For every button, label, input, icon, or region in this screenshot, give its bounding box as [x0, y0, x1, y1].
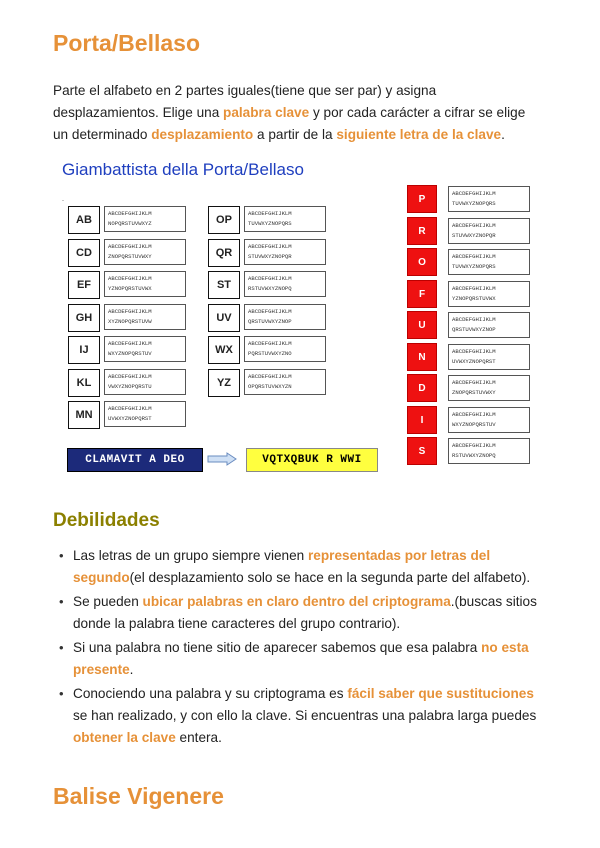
key-alphabet	[448, 375, 530, 401]
pair-alphabet	[104, 271, 186, 297]
key-row	[407, 374, 531, 402]
pair-key-label: CD	[68, 239, 100, 267]
pair-alphabet	[244, 239, 326, 265]
key-letter: S	[407, 437, 437, 465]
intro-highlight-3: siguiente letra de la clave	[336, 126, 502, 142]
key-alphabet	[448, 344, 530, 370]
pair-key-label: OP	[208, 206, 240, 234]
key-alphabet	[448, 218, 530, 244]
alphabet-top-row: ABCDEFGHIJKLM	[452, 316, 496, 323]
figure-title: Giambattista della Porta/Bellaso	[62, 160, 304, 179]
alphabet-top-row: ABCDEFGHIJKLM	[108, 210, 152, 217]
key-letter: R	[407, 217, 437, 245]
key-letter: U	[407, 311, 437, 339]
alphabet-bottom-row: UVWXYZNOPQRST	[108, 415, 152, 422]
alphabet-top-row: ABCDEFGHIJKLM	[248, 210, 292, 217]
key-row	[407, 406, 531, 434]
body-text: Se pueden	[73, 594, 143, 609]
weakness-item	[53, 683, 543, 749]
weakness-item	[53, 591, 543, 635]
intro-text-2: y por cada carácter a cifrar se elige un determinado	[53, 104, 526, 142]
pair-key-label: EF	[68, 271, 100, 299]
alphabet-bottom-row: STUVWXYZNOPQR	[248, 252, 292, 260]
key-row	[407, 185, 531, 213]
pair-key-label: IJ	[68, 336, 100, 364]
key-alphabet	[448, 407, 530, 433]
alphabet-top-row: ABCDEFGHIJKLM	[108, 275, 152, 282]
intro-highlight-2: desplazamiento	[151, 126, 254, 142]
pair-alphabet	[104, 401, 186, 427]
key-alphabet	[448, 312, 530, 338]
key-row	[407, 343, 531, 371]
body-text: Las letras de un grupo siempre vienen	[73, 548, 309, 563]
alphabet-top-row: ABCDEFGHIJKLM	[108, 242, 152, 250]
intro-text-1: Parte el alfabeto en 2 partes iguales(tiene que ser par) y asigna desplazamientos. Elige una	[53, 82, 437, 120]
highlight-text: representadas por letras del segundo	[73, 548, 491, 585]
weakness-item	[53, 545, 543, 589]
pair-key-label: MN	[68, 401, 100, 429]
alphabet-bottom-row: NOPQRSTUVWXYZ	[108, 220, 152, 227]
highlight-text: obtener la clave	[73, 730, 176, 745]
highlight-text: fácil saber que sustituciones	[347, 686, 534, 701]
alphabet-top-row: ABCDEFGHIJKLM	[108, 372, 152, 380]
next-section-heading: Balise Vigenere	[53, 783, 224, 809]
alphabet-top-row: ABCDEFGHIJKLM	[248, 242, 292, 250]
alphabet-bottom-row: WXYZNOPQRSTUV	[108, 350, 152, 357]
key-alphabet	[448, 438, 530, 464]
key-row	[407, 280, 531, 308]
alphabet-top-row: ABCDEFGHIJKLM	[452, 253, 496, 260]
page-title: Porta/Bellaso	[53, 30, 200, 56]
pair-alphabet	[244, 271, 326, 297]
alphabet-top-row: ABCDEFGHIJKLM	[452, 190, 496, 197]
pair-key-label: GH	[68, 304, 100, 332]
intro-paragraph	[53, 80, 543, 146]
alphabet-top-row: ABCDEFGHIJKLM	[108, 340, 152, 347]
key-row	[407, 248, 531, 276]
pair-alphabet	[244, 206, 326, 232]
alphabet-top-row: ABCDEFGHIJKLM	[452, 442, 496, 449]
pair-alphabet	[104, 206, 186, 232]
key-letter: P	[407, 185, 437, 213]
alphabet-top-row: ABCDEFGHIJKLM	[452, 347, 496, 355]
body-text: Conociendo una palabra y su criptograma es	[73, 686, 348, 701]
key-row	[407, 311, 531, 339]
right-arrow-icon	[207, 452, 237, 466]
pair-key-label: AB	[68, 206, 100, 234]
alphabet-top-row: ABCDEFGHIJKLM	[248, 307, 292, 315]
alphabet-top-row: ABCDEFGHIJKLM	[248, 275, 292, 282]
alphabet-bottom-row: OPQRSTUVWXYZN	[248, 382, 292, 390]
key-alphabet	[448, 281, 530, 307]
pair-key-label: YZ	[208, 369, 240, 397]
alphabet-bottom-row: PQRSTUVWXYZNO	[248, 350, 292, 357]
pair-alphabet	[104, 369, 186, 395]
bracket	[62, 200, 64, 201]
alphabet-top-row: ABCDEFGHIJKLM	[248, 340, 292, 347]
alphabet-bottom-row: WXYZNOPQRSTUV	[452, 420, 496, 428]
body-text: entera.	[175, 730, 222, 745]
alphabet-bottom-row: TUVWXYZNOPQRS	[452, 263, 496, 270]
body-text: se han realizado, y con ello la clave. Si encuentras una palabra larga puedes	[73, 708, 537, 723]
pair-alphabet	[244, 336, 326, 362]
intro-text-4: .	[501, 126, 505, 142]
plaintext-box: CLAMAVIT A DEO	[67, 448, 203, 472]
pair-alphabet	[104, 239, 186, 265]
weakness-item	[53, 637, 543, 681]
pair-alphabet	[104, 336, 186, 362]
key-letter: F	[407, 280, 437, 308]
alphabet-bottom-row: YZNOPQRSTUVWX	[452, 294, 496, 302]
alphabet-bottom-row: TUVWXYZNOPQRS	[248, 220, 292, 227]
key-letter: O	[407, 248, 437, 276]
intro-text-3: a partir de la	[253, 126, 337, 142]
alphabet-bottom-row: UVWXYZNOPQRST	[452, 357, 496, 365]
key-letter: I	[407, 406, 437, 434]
pair-key-label: ST	[208, 271, 240, 299]
pair-key-label: KL	[68, 369, 100, 397]
key-letter: N	[407, 343, 437, 371]
body-text: .	[129, 662, 134, 677]
weaknesses-list	[53, 545, 543, 751]
key-row	[407, 437, 531, 465]
alphabet-top-row: ABCDEFGHIJKLM	[452, 221, 496, 229]
alphabet-bottom-row: STUVWXYZNOPQR	[452, 231, 496, 239]
porta-pairs-table	[62, 198, 332, 426]
key-column	[407, 185, 531, 475]
key-alphabet	[448, 249, 530, 275]
highlight-text: no esta presente	[73, 640, 529, 677]
key-letter: D	[407, 374, 437, 402]
body-text: Si una palabra no tiene sitio de aparecer sabemos que esa palabra	[73, 640, 482, 655]
alphabet-top-row: ABCDEFGHIJKLM	[452, 379, 496, 386]
pair-alphabet	[104, 304, 186, 330]
alphabet-bottom-row: XYZNOPQRSTUVW	[108, 317, 152, 325]
pair-key-label: QR	[208, 239, 240, 267]
alphabet-bottom-row: QRSTUVWXYZNOP	[452, 326, 496, 333]
alphabet-bottom-row: QRSTUVWXYZNOP	[248, 317, 292, 325]
body-text: .(buscas sitios donde la palabra tiene caracteres del grupo contrario).	[73, 594, 537, 631]
pair-key-label: UV	[208, 304, 240, 332]
alphabet-top-row: ABCDEFGHIJKLM	[108, 307, 152, 315]
alphabet-bottom-row: VWXYZNOPQRSTU	[108, 382, 152, 390]
alphabet-bottom-row: ZNOPQRSTUVWXY	[108, 252, 152, 260]
alphabet-bottom-row: ZNOPQRSTUVWXY	[452, 389, 496, 396]
pair-key-label: WX	[208, 336, 240, 364]
pair-alphabet	[244, 369, 326, 395]
body-text: (el desplazamiento solo se hace en la segunda parte del alfabeto).	[129, 570, 531, 585]
pair-alphabet	[244, 304, 326, 330]
highlight-text: ubicar palabras en claro dentro del criptograma	[142, 594, 451, 609]
alphabet-top-row: ABCDEFGHIJKLM	[452, 284, 496, 292]
alphabet-bottom-row: RSTUVWXYZNOPQ	[452, 452, 496, 459]
ciphertext-box: VQTXQBUK R WWI	[246, 448, 378, 472]
weaknesses-heading: Debilidades	[53, 510, 160, 531]
alphabet-top-row: ABCDEFGHIJKLM	[452, 410, 496, 418]
key-row	[407, 217, 531, 245]
alphabet-top-row: ABCDEFGHIJKLM	[108, 405, 152, 412]
alphabet-bottom-row: TUVWXYZNOPQRS	[452, 200, 496, 207]
key-alphabet	[448, 186, 530, 212]
alphabet-bottom-row: RSTUVWXYZNOPQ	[248, 285, 292, 292]
intro-highlight-1: palabra clave	[223, 104, 310, 120]
alphabet-top-row: ABCDEFGHIJKLM	[248, 372, 292, 380]
alphabet-bottom-row: YZNOPQRSTUVWX	[108, 285, 152, 292]
